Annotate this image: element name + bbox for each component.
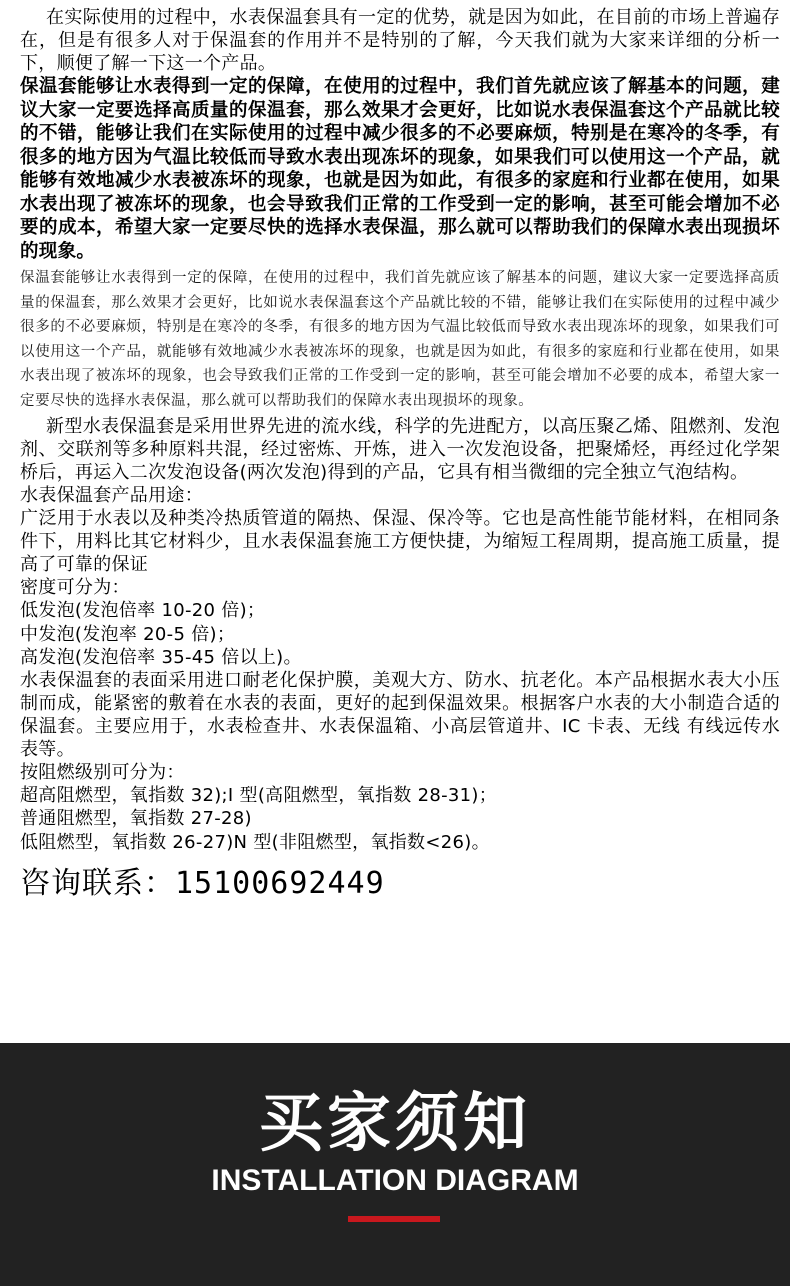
density-mid: 中发泡(发泡率 20-5 倍)；	[20, 623, 236, 645]
flame-heading: 按阻燃级别可分为：	[20, 762, 185, 784]
density-high: 高发泡(发泡倍率 35-45 倍以上)。	[20, 646, 302, 668]
banner-accent-rule	[348, 1216, 440, 1222]
flame-grade-2: 普通阻燃型，氧指数 27-28)	[20, 808, 252, 830]
surface-paragraph: 水表保温套的表面采用进口耐老化保护膜，美观大方、防水、抗老化。本产品根据水表大小压制而成，能紧密的敷着在水表的表面，更好的起到保温效果。根据客户水表的大小制造合适的保温套。主要应用于，水表检查井、水表保温箱、小高层管道井、IC 卡表、无线 有线远传水表等。	[20, 670, 780, 761]
advice-paragraph: 保温套能够让水表得到一定的保障，在使用的过程中，我们首先就应该了解基本的问题，建议大家一定要选择高质量的保温套，那么效果才会更好，比如说水表保温套这个产品就比较的不错，能够让我们在实际使用的过程中减少很多的不必要麻烦，特别是在寒冷的冬季，有很多的地方因为气温比较低而导致水表出现冻坏的现象，如果我们可以使用这一个产品，就能够有效地减少水表被冻坏的现象，也就是因为如此，有很多的家庭和行业都在使用，如果水表出现了被冻坏的现象，也会导致我们正常的工作受到一定的影响，甚至可能会增加不必要的成本，希望大家一定要尽快的选择水表保温，那么就可以帮助我们的保障水表出现损坏的现象。	[20, 76, 780, 262]
composition-paragraph: 新型水表保温套是采用世界先进的流水线，科学的先进配方，以高压聚乙烯、阻燃剂、发泡剂、交联剂等多种原料共混，经过密炼、开炼，进入一次发泡设备，把聚烯烃，再经过化学架桥后，再运入二次发泡设备(两次发泡)得到的产品，它具有相当微细的完全独立气泡结构。	[20, 416, 780, 483]
intro-paragraph: 在实际使用的过程中，水表保温套具有一定的优势，就是因为如此，在目前的市场上普遍存在，但是有很多人对于保温套的作用并不是特别的了解，今天我们就为大家来详细的分析一下，顺便了解一下这一个产品。	[20, 7, 780, 74]
banner-subtitle: INSTALLATION DIAGRAM	[211, 1164, 579, 1197]
article-body	[20, 6, 780, 906]
density-heading: 密度可分为：	[20, 577, 130, 599]
buyer-notice-banner	[0, 1043, 790, 1286]
banner-title: 买家须知	[259, 1086, 531, 1161]
advice-small-paragraph: 保温套能够让水表得到一定的保障，在使用的过程中，我们首先就应该了解基本的问题，建议大家一定要选择高质量的保温套，那么效果才会更好，比如说水表保温套这个产品就比较的不错，能够让我们在实际使用的过程中减少很多的不必要麻烦，特别是在寒冷的冬季，有很多的地方因为气温比较低而导致水表出现冻坏的现象，如果我们可以使用这一个产品，就能够有效地减少水表被冻坏的现象，也就是因为如此，有很多的家庭和行业都在使用，如果水表出现了被冻坏的现象，也会导致我们正常的工作受到一定的影响，甚至可能会增加不必要的成本，希望大家一定要尽快的选择水表保温，那么就可以帮助我们的保障水表出现损坏的现象。	[20, 270, 780, 409]
density-low: 低发泡(发泡倍率 10-20 倍)；	[20, 600, 266, 622]
flame-grade-1: 超高阻燃型，氧指数 32);I 型(高阻燃型，氧指数 28-31)；	[20, 785, 498, 807]
usage-heading: 水表保温套产品用途：	[20, 485, 203, 506]
contact-phone: 咨询联系：15100692449	[20, 865, 385, 901]
flame-grade-3: 低阻燃型，氧指数 26-27)N 型(非阻燃型，氧指数<26)。	[20, 831, 490, 853]
usage-paragraph: 广泛用于水表以及种类冷热质管道的隔热、保湿、保冷等。它也是高性能节能材料，在相同条件下，用料比其它材料少，且水表保温套施工方便快捷，为缩短工程周期，提高施工质量，提高了可靠的保证	[20, 508, 780, 576]
